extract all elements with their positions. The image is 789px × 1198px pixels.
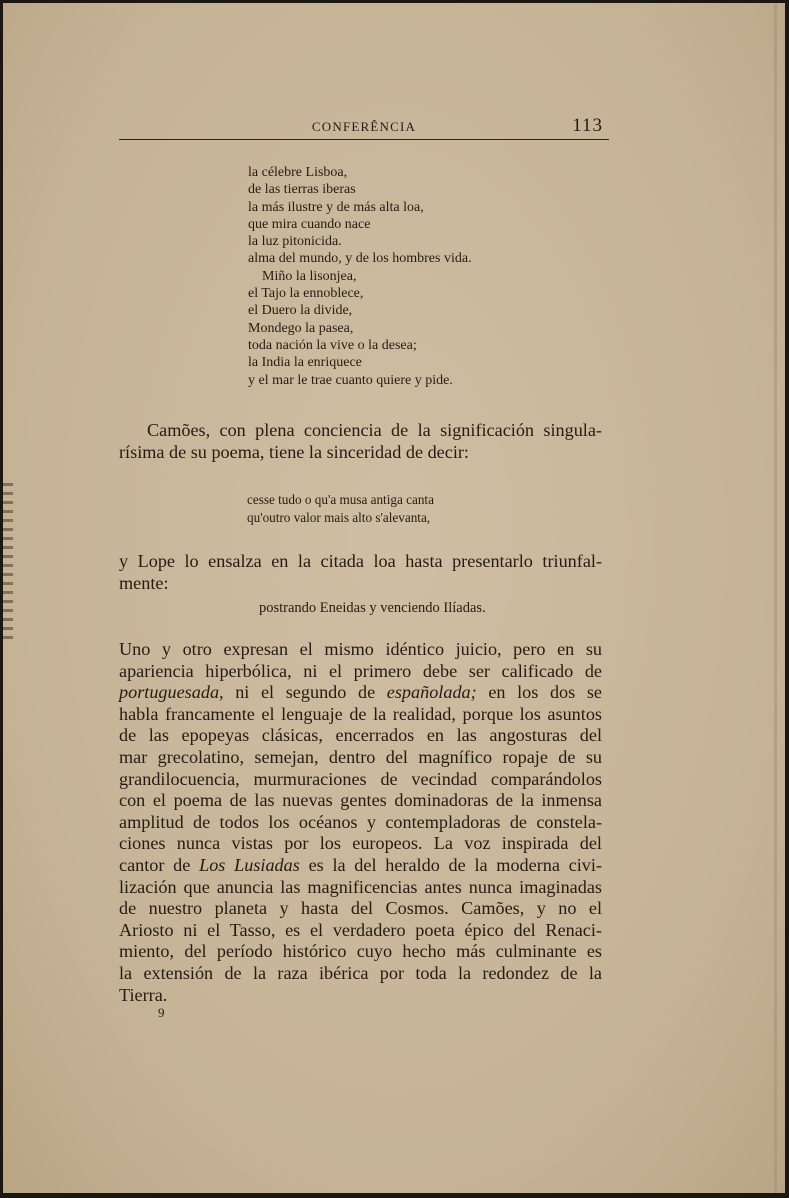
text-line: amplitud de todos los océanos y contempladoras de constela-: [119, 811, 602, 832]
verse-line: el Tajo la ennoblece,: [248, 286, 364, 302]
text-line: con el poema de las nuevas gentes dominadoras de la inmensa: [119, 790, 602, 811]
verse-line: alma del mundo, y de los hombres vida.: [248, 251, 472, 267]
text-line: habla francamente el lenguaje de la realidad, porque los asuntos: [119, 703, 602, 724]
verse-quotation-eneidas: [259, 600, 486, 617]
verse-line: la célebre Lisboa,: [248, 165, 348, 180]
paragraph-main: [119, 639, 602, 1006]
verse-line: Mondego la pasea,: [248, 320, 354, 336]
verse-line: la India la enriquece: [248, 355, 362, 371]
verse-line: cesse tudo o qu'a musa antiga canta: [247, 492, 434, 507]
verse-line: que mira cuando nace: [248, 216, 371, 232]
text-line: lización que anuncia las magnificencias antes nunca imaginadas: [119, 876, 602, 897]
text-line: Tierra.: [119, 984, 168, 1005]
book-page: [3, 3, 785, 1193]
text-line: rísima de su poema, tiene la sinceridad de decir:: [119, 441, 469, 462]
verse-line: Miño la lisonjea,: [262, 268, 357, 284]
text-line: [119, 682, 602, 704]
header-rule: [119, 139, 609, 140]
text-line: mar grecolatino, semejan, dentro del magnífico ropaje de su: [119, 746, 602, 767]
paragraph-camoes: [119, 420, 602, 463]
text-line: de las epopeyas clásicas, encerrados en las angosturas del: [119, 725, 602, 746]
text-line: grandilocuencia, murmuraciones de vecindad comparándolos: [119, 768, 602, 789]
text-line: Ariosto ni el Tasso, es el verdadero poeta épico del Renaci-: [119, 919, 602, 940]
text-fragment: es la del heraldo de la moderna civi-: [299, 854, 602, 875]
text-line: ciones nunca vistas por los europeos. La voz inspirada del: [119, 833, 602, 854]
text-line: y Lope lo ensalza en la citada loa hasta presentarlo triunfal-: [119, 551, 602, 571]
text-fragment: en los dos se: [476, 682, 602, 703]
verse-line: postrando Eneidas y venciendo Ilíadas.: [259, 600, 486, 616]
text-line: mente:: [119, 572, 169, 593]
text-line: [119, 855, 602, 877]
text-fragment: cantor de: [119, 854, 200, 875]
verse-line: y el mar le trae cuanto quiere y pide.: [248, 372, 453, 388]
verse-line: de las tierras iberas: [248, 182, 356, 198]
paragraph-lope: [119, 551, 602, 594]
verse-line: qu'outro valor mais alto s'alevanta,: [247, 510, 431, 525]
signature-mark: 9: [158, 1005, 165, 1020]
text-line: Camões, con plena conciencia de la significación singula-: [147, 420, 602, 440]
italic-term: españolada;: [386, 682, 477, 703]
text-line: Uno y otro expresan el mismo idéntico juicio, pero en su: [119, 639, 602, 659]
text-line: apariencia hiperbólica, ni el primero debe ser calificado de: [119, 660, 602, 681]
verse-quotation-camoes: [247, 491, 434, 527]
text-line: miento, del período histórico cuyo hecho más culminante es: [119, 941, 602, 962]
verse-line: el Duero la divide,: [248, 303, 353, 319]
verse-line: la más ilustre y de más alta loa,: [248, 199, 424, 215]
italic-term: portuguesada,: [119, 682, 224, 703]
text-fragment: ni el segundo de: [223, 682, 387, 703]
running-head: CONFERÊNCIA: [311, 119, 417, 134]
text-line: la extensión de la raza ibérica por toda la redondez de la: [119, 962, 602, 983]
verse-line: toda nación la vive o la desea;: [248, 337, 417, 353]
verse-quotation-lope: [248, 164, 472, 389]
page-number: 113: [572, 115, 603, 136]
italic-title: Los Lusiadas: [199, 854, 300, 875]
margin-handwriting: [3, 483, 13, 643]
text-line: de nuestro planeta y hasta del Cosmos. Camões, y no el: [119, 898, 602, 919]
verse-line: la luz pitonicida.: [248, 234, 342, 250]
